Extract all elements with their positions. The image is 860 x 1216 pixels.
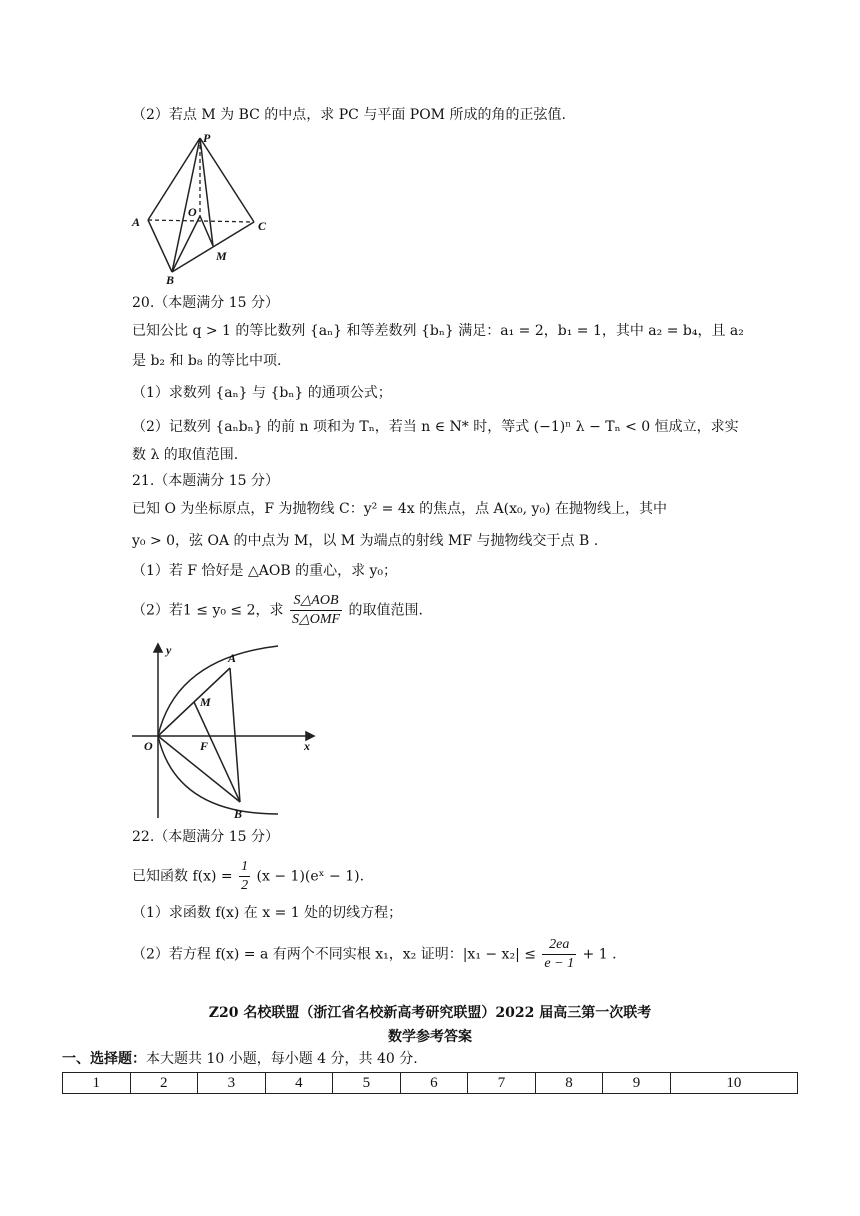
q21-part2-suffix: 的取值范围. xyxy=(348,602,423,619)
answer-title: Z20 名校联盟（浙江省名校新高考研究联盟）2022 届高三第一次联考 xyxy=(208,1005,652,1021)
bound-numerator: 2ea xyxy=(542,936,576,955)
y-axis-arrow xyxy=(154,644,162,652)
q20-stem-line2: 是 b₂ 和 b₈ 的等比中项. xyxy=(132,353,282,369)
area-ratio-fraction xyxy=(290,592,342,629)
half-numerator: 1 xyxy=(239,858,250,877)
label-B: B xyxy=(234,807,243,821)
half-denominator: 2 xyxy=(241,878,249,893)
answer-col-header: 8 xyxy=(535,1073,603,1094)
q22-part1: （1）求函数 f(x) 在 x = 1 处的切线方程； xyxy=(132,905,403,921)
q22-part2 xyxy=(132,936,617,973)
answer-col-header: 6 xyxy=(400,1073,468,1094)
q21-part1: （1）若 F 恰好是 △AOB 的重心，求 y₀； xyxy=(132,563,398,579)
q20-part2-line2: 数 λ 的取值范围. xyxy=(132,447,239,463)
section-text: 本大题共 10 小题，每小题 4 分，共 40 分. xyxy=(146,1051,418,1067)
q22-stem xyxy=(132,858,364,895)
q21-stem-line1: 已知 O 为坐标原点，F 为抛物线 C：y² = 4x 的焦点，点 A(x₀, y₀) 在抛物线上，其中 xyxy=(132,501,667,517)
answer-table-header-row xyxy=(63,1073,798,1094)
answer-col-header: 7 xyxy=(468,1073,536,1094)
segment-OB xyxy=(158,736,240,802)
label-C: C xyxy=(258,219,267,233)
label-P: P xyxy=(203,131,211,145)
answer-table xyxy=(62,1072,798,1094)
label-B: B xyxy=(166,273,175,284)
label-y: y xyxy=(166,643,172,657)
q22-part2-prefix: （2）若方程 f(x) = a 有两个不同实根 x₁，x₂ 证明：|x₁ − x₂| ≤ xyxy=(132,946,536,963)
edge-AB xyxy=(148,220,172,272)
answer-col-header: 2 xyxy=(130,1073,198,1094)
edge-AC-hidden xyxy=(148,220,254,222)
q22-stem-prefix: 已知函数 f(x) = xyxy=(132,868,233,885)
parabola-curve xyxy=(158,646,278,814)
answer-subtitle: 数学参考答案 xyxy=(388,1029,472,1045)
bound-denominator: e − 1 xyxy=(544,956,575,971)
answer-col-header: 10 xyxy=(670,1073,797,1094)
q21-stem-line2: y₀ > 0，弦 OA 的中点为 M，以 M 为端点的射线 MF 与抛物线交于点 B . xyxy=(132,533,599,549)
label-F: F xyxy=(200,739,209,753)
label-O: O xyxy=(188,205,197,219)
q21-header: 21.（本题满分 15 分） xyxy=(132,473,279,489)
q20-part1: （1）求数列 {aₙ} 与 {bₙ} 的通项公式； xyxy=(132,385,392,401)
answer-col-header: 9 xyxy=(603,1073,671,1094)
q20-stem-line1: 已知公比 q > 1 的等比数列 {aₙ} 和等差数列 {bₙ} 满足：a₁ = 2，b₁ = 1，其中 a₂ = b₄，且 a₂ xyxy=(132,323,744,339)
label-O: O xyxy=(144,739,153,753)
chord-OA xyxy=(158,668,230,736)
label-M: M xyxy=(216,249,227,263)
label-A: A xyxy=(228,651,237,665)
section-label: 一、选择题： xyxy=(62,1051,146,1067)
q22-part2-suffix: + 1 . xyxy=(582,946,617,963)
q19-part2: （2）若点 M 为 BC 的中点，求 PC 与平面 POM 所成的角的正弦值. xyxy=(132,107,566,123)
answer-col-header: 4 xyxy=(265,1073,333,1094)
q20-part2-line1: （2）记数列 {aₙbₙ} 的前 n 项和为 Tₙ，若当 n ∈ N* 时，等式 (−1)ⁿ λ − Tₙ < 0 恒成立，求实 xyxy=(132,419,739,435)
label-A: A xyxy=(132,215,141,229)
label-x: x xyxy=(304,739,310,753)
label-M: M xyxy=(200,695,211,709)
q22-stem-suffix: (x − 1)(eˣ − 1). xyxy=(256,868,365,885)
answer-col-header: 3 xyxy=(198,1073,266,1094)
half-fraction xyxy=(239,858,250,895)
pyramid-figure xyxy=(128,128,280,284)
q21-part2 xyxy=(132,592,423,629)
answer-col-header: 5 xyxy=(333,1073,401,1094)
parabola-figure xyxy=(128,638,318,822)
area-ratio-denominator: S△OMF xyxy=(291,612,341,627)
bound-fraction xyxy=(542,936,576,973)
q22-header: 22.（本题满分 15 分） xyxy=(132,829,279,845)
section-heading xyxy=(62,1050,418,1068)
q20-header: 20.（本题满分 15 分） xyxy=(132,295,279,311)
q21-part2-prefix: （2）若1 ≤ y₀ ≤ 2，求 xyxy=(132,602,284,619)
area-ratio-numerator: S△AOB xyxy=(290,592,342,611)
answer-col-header: 1 xyxy=(63,1073,131,1094)
